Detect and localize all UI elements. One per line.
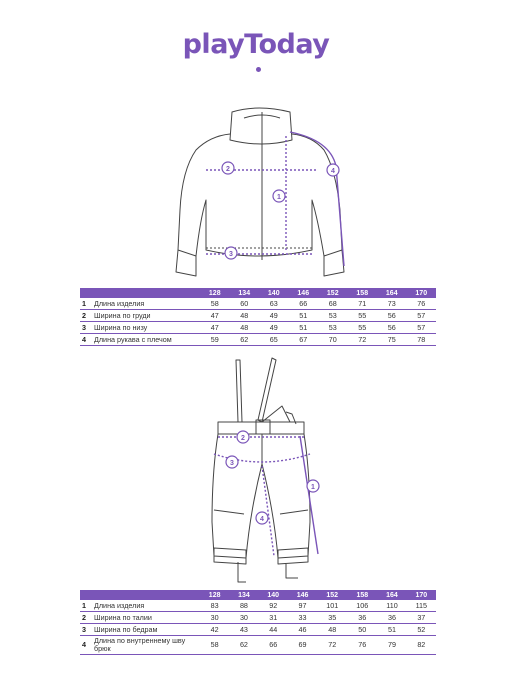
marker-1-label: 1 <box>277 194 281 201</box>
sleeve-measure-line <box>290 132 344 266</box>
pants-illustration <box>0 352 512 584</box>
pants-size-table <box>80 590 436 655</box>
size-header: 164 <box>377 288 407 298</box>
table-row: 3 Ширина по бедрам 42 43 44 46 48 50 51 52 <box>80 624 436 636</box>
brand-logo-dot <box>256 67 261 72</box>
size-header: 152 <box>318 288 348 298</box>
table-row: 1 Длина изделия 83 88 92 97 101 106 110 115 <box>80 600 436 612</box>
marker-1-label: 1 <box>311 484 315 491</box>
table-row: 2 Ширина по груди 47 48 49 51 53 55 56 57 <box>80 310 436 322</box>
size-header: 146 <box>289 288 319 298</box>
size-header: 128 <box>200 288 230 298</box>
brand-logo: playToday <box>182 29 330 60</box>
jacket-size-table <box>80 288 436 346</box>
table-row: 4 Длина рукава с плечом 59 62 65 67 70 72 75 78 <box>80 334 436 346</box>
marker-4-label: 4 <box>260 516 264 523</box>
marker-3-label: 3 <box>229 251 233 258</box>
left-suspender <box>236 360 242 422</box>
table-row: 1 Длина изделия 58 60 63 66 68 71 73 76 <box>80 298 436 310</box>
jacket-collar <box>230 108 292 144</box>
marker-4-label: 4 <box>331 168 335 175</box>
marker-2-label: 2 <box>241 435 245 442</box>
size-header: 134 <box>229 590 258 600</box>
size-header: 170 <box>407 288 437 298</box>
size-header: 140 <box>259 590 288 600</box>
marker-3-label: 3 <box>230 460 234 467</box>
size-header: 158 <box>348 288 378 298</box>
size-header: 140 <box>259 288 289 298</box>
jacket-table-header <box>80 288 436 298</box>
pants-waistband <box>218 422 304 434</box>
size-header: 134 <box>230 288 260 298</box>
pants-table-header <box>80 590 436 600</box>
size-header: 170 <box>407 590 436 600</box>
jacket-right-cuff <box>324 250 344 276</box>
table-row: 4 Длина по внутреннему шву брюк 58 62 66 69 72 76 79 82 <box>80 636 436 655</box>
size-header: 164 <box>377 590 406 600</box>
size-header: 158 <box>347 590 377 600</box>
jacket-illustration <box>0 100 512 280</box>
size-header: 128 <box>200 590 229 600</box>
table-row: 2 Ширина по талии 30 30 31 33 35 36 36 37 <box>80 612 436 624</box>
jacket-body <box>178 134 342 256</box>
jacket-left-cuff <box>176 250 196 276</box>
marker-2-label: 2 <box>226 166 230 173</box>
size-header: 152 <box>317 590 347 600</box>
pants-legs <box>212 434 310 558</box>
size-header: 146 <box>288 590 317 600</box>
table-row: 3 Ширина по низу 47 48 49 51 53 55 56 57 <box>80 322 436 334</box>
